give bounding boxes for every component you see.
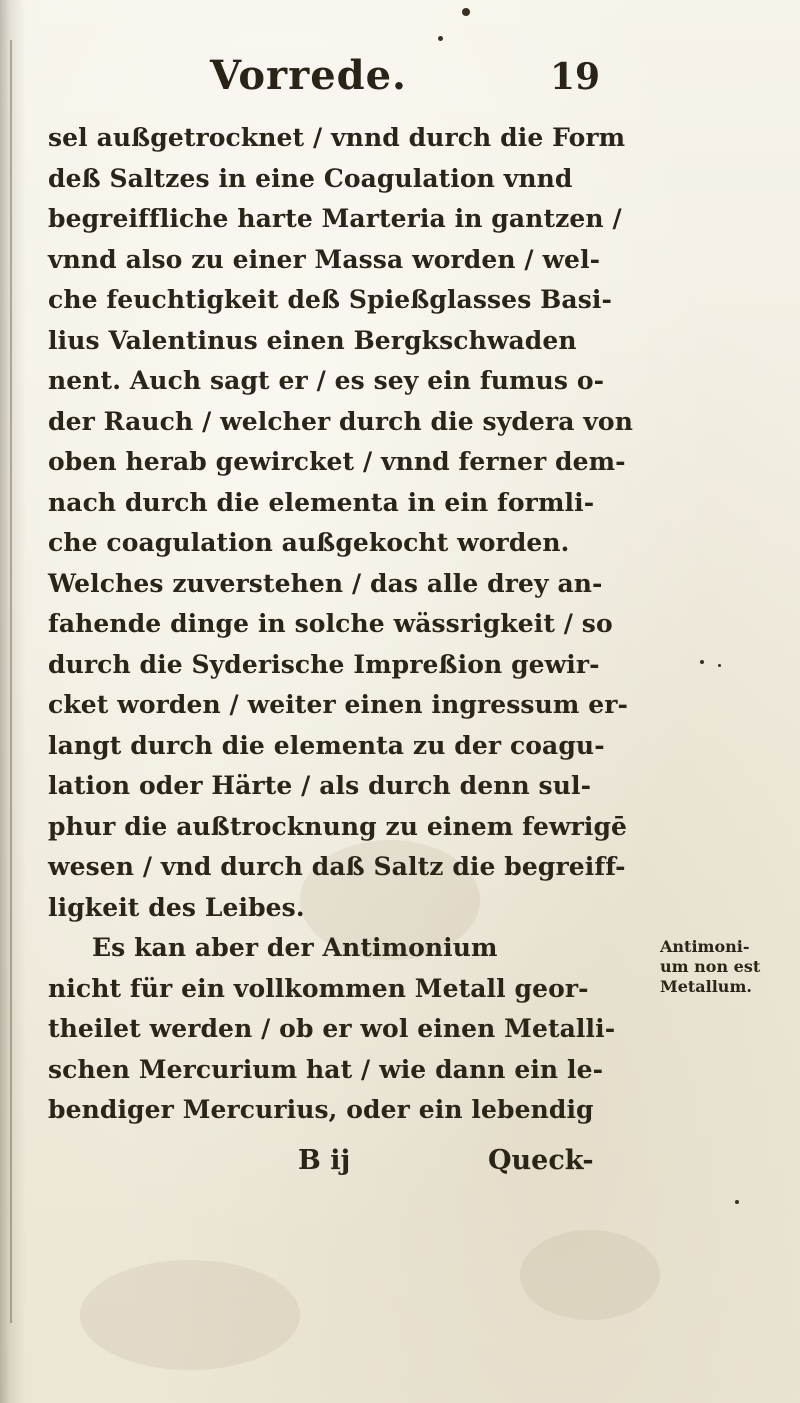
catchword: Queck- <box>488 1145 594 1176</box>
ink-speck <box>438 36 443 41</box>
ink-speck <box>718 664 721 667</box>
text-line: lius Valentinus einen Bergkschwaden <box>48 325 577 355</box>
text-line: nent. Auch sagt er / es sey ein fumus o- <box>48 366 605 395</box>
marginal-note-line: um non est <box>660 957 761 976</box>
paper-stain <box>520 1230 660 1320</box>
text-line: nach durch die elementa in ein formli- <box>48 487 595 517</box>
text-line: sel außgetrocknet / vnnd durch die Form <box>48 123 626 152</box>
text-line: ligkeit des Leibes. <box>48 892 305 922</box>
ink-speck <box>700 660 704 664</box>
text-line: langt durch die elementa zu der coagu- <box>48 730 605 760</box>
gutter-edge <box>10 40 12 1323</box>
text-line: deß Saltzes in eine Coagulation vnnd <box>48 163 573 193</box>
running-head: Vorrede. <box>210 52 407 99</box>
text-line: bendiger Mercurius, oder ein lebendig <box>48 1095 594 1124</box>
text-line: fahende dinge in solche wässrigkeit / so <box>48 609 613 638</box>
text-line: der Rauch / welcher durch die sydera von <box>48 406 633 436</box>
text-line: vnnd also zu einer Massa worden / wel- <box>48 244 601 274</box>
text-line: cket worden / weiter einen ingressum er- <box>48 690 628 719</box>
text-line: oben herab gewircket / vnnd ferner dem- <box>48 447 626 476</box>
text-line: lation oder Härte / als durch denn sul- <box>48 771 592 800</box>
text-line: phur die außtrocknung zu einem fewrigē <box>48 811 628 841</box>
text-line: begreiffliche harte Marteria in gantzen / <box>48 204 622 233</box>
text-line: Welches zuverstehen / das alle drey an- <box>48 568 603 598</box>
gutter-shadow <box>0 0 26 1403</box>
body-text <box>48 118 648 1131</box>
text-line: wesen / vnd durch daß Saltz die begreiff- <box>48 852 626 881</box>
paper-stain <box>80 1260 300 1370</box>
paragraph-start-line: Es kan aber der Antimonium <box>92 933 498 962</box>
text-line: durch die Syderische Impreßion gewir- <box>48 649 600 679</box>
ink-speck <box>735 1200 739 1204</box>
marginal-note-line: Antimoni- <box>660 937 750 956</box>
page-number: 19 <box>550 56 601 98</box>
page-header <box>110 52 630 112</box>
marginal-note <box>660 937 792 997</box>
text-line: nicht für ein vollkommen Metall geor- <box>48 973 589 1003</box>
text-line: schen Mercurium hat / wie dann ein le- <box>48 1054 604 1084</box>
text-line: theilet werden / ob er wol einen Metalli- <box>48 1014 616 1043</box>
marginal-note-line: Metallum. <box>660 977 752 996</box>
page-footer <box>48 1145 648 1185</box>
signature-mark: B ij <box>298 1145 351 1176</box>
ink-speck <box>462 8 470 16</box>
text-line: che coagulation außgekocht worden. <box>48 528 570 557</box>
text-line: che feuchtigkeit deß Spießglasses Basi- <box>48 285 612 314</box>
